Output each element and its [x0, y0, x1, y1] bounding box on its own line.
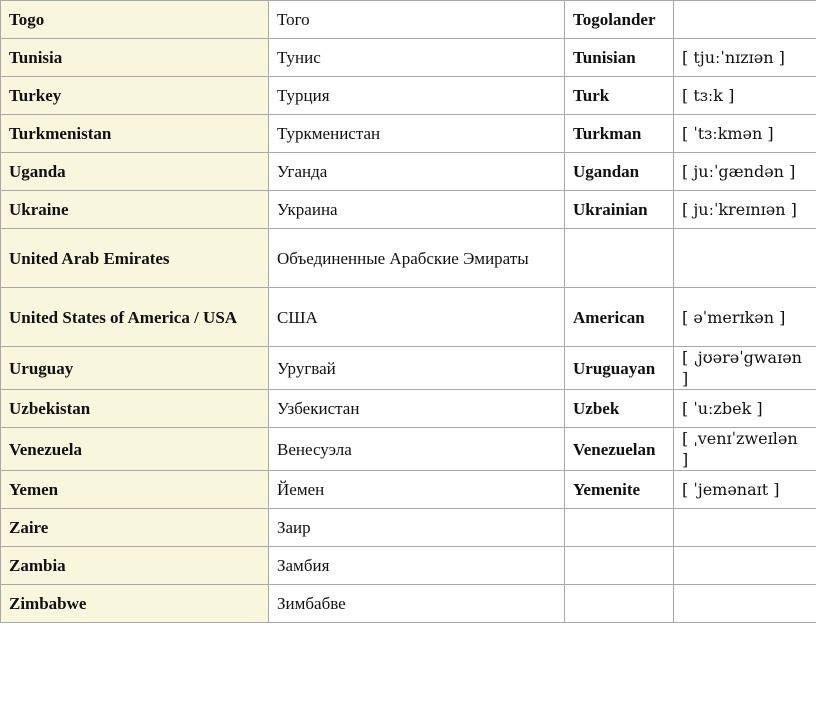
country-cell: Zimbabwe — [1, 585, 269, 623]
nationality-cell: Yemenite — [565, 471, 674, 509]
transcription-cell: [ əˈmerɪkən ] — [674, 288, 816, 347]
country-cell: United Arab Emirates — [1, 229, 269, 288]
table-row — [1, 288, 816, 347]
nationality-cell: Ukrainian — [565, 191, 674, 229]
country-cell: Uruguay — [1, 347, 269, 390]
transcription-cell: [ juːˈkreɪnɪən ] — [674, 191, 816, 229]
transcription-cell: [ ˈjemənaɪt ] — [674, 471, 816, 509]
table-row — [1, 471, 816, 509]
nationality-cell: Turkman — [565, 115, 674, 153]
russian-name-cell: Венесуэла — [269, 428, 565, 471]
transcription-cell — [674, 585, 816, 623]
transcription-cell: [ ˌjʊərəˈgwaɪən ] — [674, 347, 816, 390]
table-row — [1, 115, 816, 153]
country-cell: Ukraine — [1, 191, 269, 229]
nationality-cell — [565, 509, 674, 547]
nationality-cell: Venezuelan — [565, 428, 674, 471]
country-cell: Uzbekistan — [1, 390, 269, 428]
transcription-cell: [ ˈuːzbek ] — [674, 390, 816, 428]
table-row — [1, 1, 816, 39]
country-cell: Turkmenistan — [1, 115, 269, 153]
russian-name-cell: Уганда — [269, 153, 565, 191]
table-row — [1, 428, 816, 471]
russian-name-cell: США — [269, 288, 565, 347]
russian-name-cell: Турция — [269, 77, 565, 115]
nationality-cell: Togolander — [565, 1, 674, 39]
nationality-cell — [565, 585, 674, 623]
nationality-cell: Ugandan — [565, 153, 674, 191]
nationality-cell — [565, 547, 674, 585]
country-cell: Tunisia — [1, 39, 269, 77]
country-cell: Togo — [1, 1, 269, 39]
transcription-cell: [ ˈtɜːkmən ] — [674, 115, 816, 153]
russian-name-cell: Узбекистан — [269, 390, 565, 428]
table-row — [1, 77, 816, 115]
transcription-cell — [674, 547, 816, 585]
transcription-cell — [674, 1, 816, 39]
transcription-cell: [ tjuːˈnɪzɪən ] — [674, 39, 816, 77]
country-cell: Turkey — [1, 77, 269, 115]
country-cell: United States of America / USA — [1, 288, 269, 347]
russian-name-cell: Объединенные Арабские Эмираты — [269, 229, 565, 288]
table-row — [1, 547, 816, 585]
nationality-cell — [565, 229, 674, 288]
nationality-cell: Uzbek — [565, 390, 674, 428]
nationality-cell: Turk — [565, 77, 674, 115]
country-cell: Yemen — [1, 471, 269, 509]
nationality-cell: Tunisian — [565, 39, 674, 77]
table-row — [1, 191, 816, 229]
transcription-cell — [674, 509, 816, 547]
table-row — [1, 39, 816, 77]
table-row — [1, 509, 816, 547]
russian-name-cell: Туркменистан — [269, 115, 565, 153]
table-row — [1, 153, 816, 191]
russian-name-cell: Зимбабве — [269, 585, 565, 623]
country-cell: Zaire — [1, 509, 269, 547]
transcription-cell: [ ˌvenɪˈzweɪlən ] — [674, 428, 816, 471]
transcription-cell: [ juːˈgændən ] — [674, 153, 816, 191]
table-row — [1, 585, 816, 623]
table-row — [1, 347, 816, 390]
country-cell: Uganda — [1, 153, 269, 191]
russian-name-cell: Уругвай — [269, 347, 565, 390]
russian-name-cell: Того — [269, 1, 565, 39]
transcription-cell — [674, 229, 816, 288]
nationality-cell: American — [565, 288, 674, 347]
russian-name-cell: Заир — [269, 509, 565, 547]
table-row — [1, 229, 816, 288]
country-cell: Venezuela — [1, 428, 269, 471]
transcription-cell: [ tɜːk ] — [674, 77, 816, 115]
table-row — [1, 390, 816, 428]
russian-name-cell: Тунис — [269, 39, 565, 77]
russian-name-cell: Украина — [269, 191, 565, 229]
nationality-cell: Uruguayan — [565, 347, 674, 390]
russian-name-cell: Замбия — [269, 547, 565, 585]
russian-name-cell: Йемен — [269, 471, 565, 509]
country-cell: Zambia — [1, 547, 269, 585]
